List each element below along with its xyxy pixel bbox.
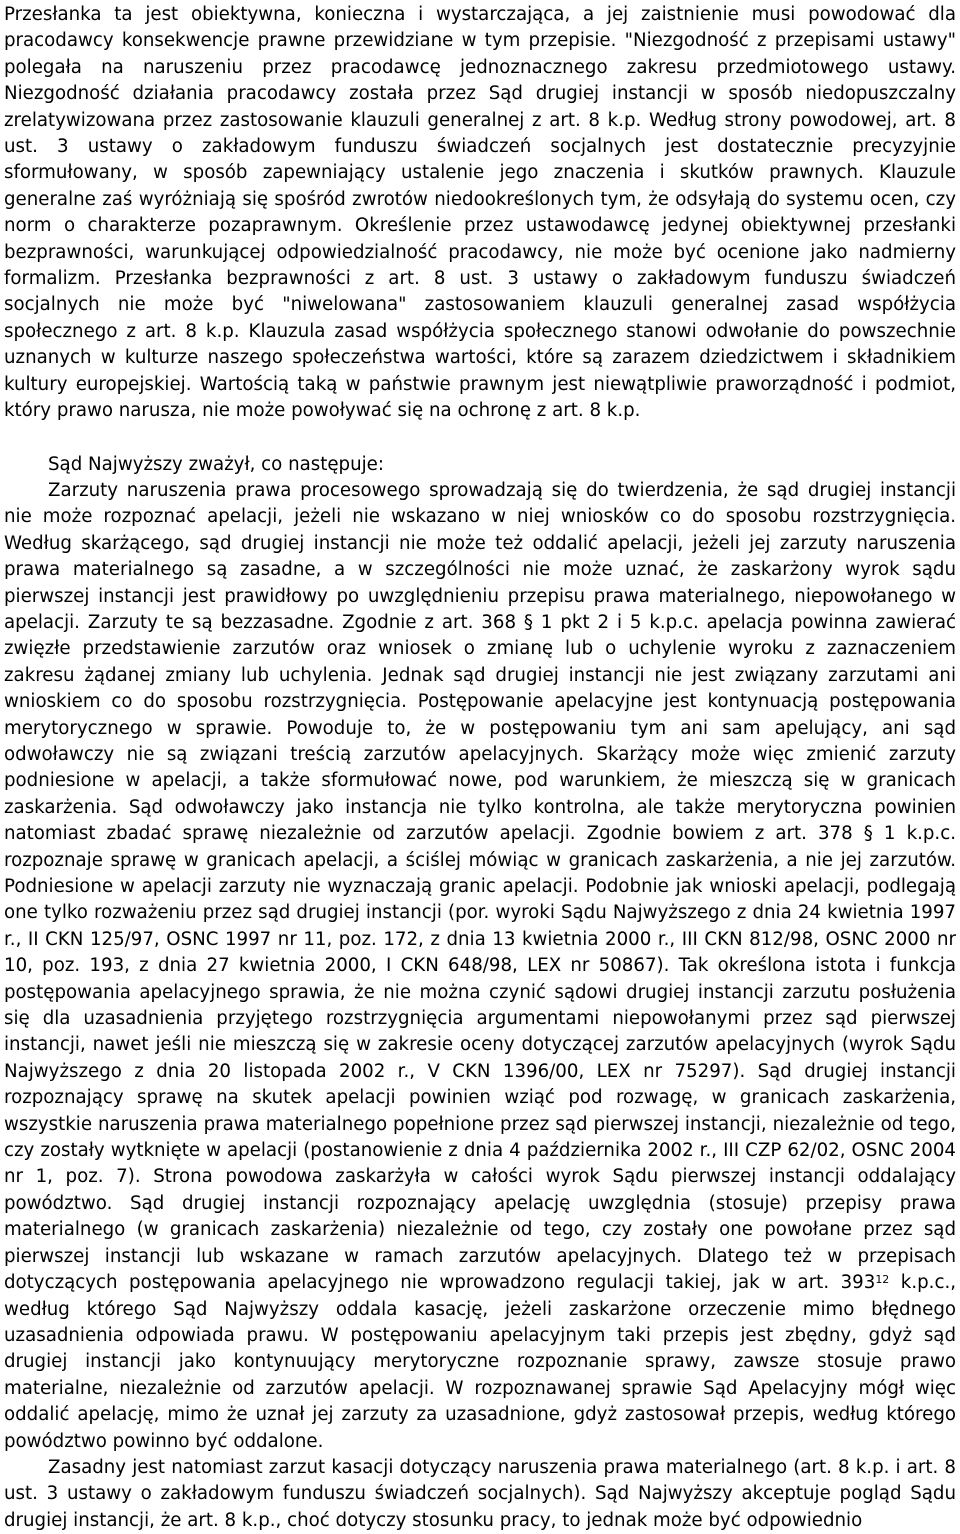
article-superscript: 12 bbox=[875, 1272, 890, 1286]
paragraph-reasoning-text: Zarzuty naruszenia prawa procesowego sprowadzają się do twierdzenia, że sąd drugiej instancji nie może rozpoznać apelacji, jeżeli nie wskazano w niej wniosków co do sposobu rozstrzygnięcia. Według skarżącego, sąd drugiej instancji nie może też oddalić apelacji, jeżeli jej zarzuty naruszenia prawa materialnego są zasadne, a w szczególności nie może uznać, że zaskarżony wyrok sądu pierwszej instancji jest prawidłowy po uwzględnieniu przepisu prawa materialnego, niepowołanego w apelacji. Zarzuty te są bezzasadne. Zgodnie z art. 368 § 1 pkt 2 i 5 k.p.c. apelacja powinna zawierać zwięzłe przedstawienie zarzutów oraz wniosek o zmianę lub o uchylenie wyroku z zaznaczeniem zakresu żądanej zmiany lub uchylenia. Jednak sąd drugiej instancji nie jest związany zarzutami ani wnioskiem co do sposobu rozstrzygnięcia. Postępowanie apelacyjne jest kontynuacją postępowania merytorycznego w sprawie. Powoduje to, że w postępowaniu tym ani sam apelujący, ani sąd odwoławczy nie są związani treścią zarzutów apelacyjnych. Skarżący może więc zmienić zarzuty podniesione w apelacji, a także sformułować nowe, pod warunkiem, że mieszczą się w granicach zaskarżenia. Sąd odwoławczy jako instancja nie tylko kontrolna, ale także merytoryczna powinien natomiast zbadać sprawę niezależnie od zarzutów apelacji. Zgodnie bowiem z art. 378 § 1 k.p.c. rozpoznaje sprawę w granicach apelacji, a ściślej mówiąc w granicach zaskarżenia, a nie jej zarzutów. Podniesione w apelacji zarzuty nie wyznaczają granic apelacji. Podobnie jak wnioski apelacji, podlegają one tylko rozważeniu przez sąd drugiej instancji (por. wyroki Sądu Najwyższego z dnia 24 kwietnia 1997 r., II CKN 125/97, OSNC 1997 nr 11, poz. 172, z dnia 13 kwietnia 2000 r., III CKN 812/98, OSNC 2000 nr 10, poz. 193, z dnia 27 kwietnia 2000, I CKN 648/98, LEX nr 50867). Tak określona istota i funkcja postępowania apelacyjnego sprawia, że nie można czynić sądowi drugiej instancji zarzutu posłużenia się dla uzasadnienia przyjętego rozstrzygnięcia argumentami niepowołanymi przez sąd pierwszej instancji, nawet jeśli nie mieszczą się w zakresie oceny dotyczącej zarzutów apelacyjnych (wyrok Sądu Najwyższego z dnia 20 listopada 2002 r., V CKN 1396/00, LEX nr 75297). Sąd drugiej instancji rozpoznający sprawę na skutek apelacji powinien wziąć pod rozwagę, w granicach zaskarżenia, wszystkie naruszenia prawa materialnego popełnione przez sąd pierwszej instancji, niezależnie od tego, czy zostały wytknięte w apelacji (postanowienie z dnia 4 października 2002 r., III CZP 62/02, OSNC 2004 nr 1, poz. 7). Strona powodowa zaskarżyła w całości wyrok Sądu pierwszej instancji oddalający powództwo. Sąd drugiej instancji rozpoznający apelację uwzględnia (stosuje) przepisy prawa materialnego (w granicach zaskarżenia) niezależnie od tego, czy zostały one powołane przez sąd pierwszej instancji lub wskazane w ramach zarzutów apelacyjnych. Dlatego też w przepisach dotyczących postępowania apelacyjnego nie wprowadzono regulacji takiej, jak w art. 393 bbox=[4, 479, 956, 1294]
paragraph-intro: Przesłanka ta jest obiektywna, konieczna i wystarczająca, a jej zaistnienie musi powodować dla pracodawcy konsekwencje prawne przewidziane w tym przepisie. "Niezgodność z przepisami ustawy" polegała na naruszeniu przez pracodawcę jednoznacznego zakresu przedmiotowego ustawy. Niezgodność działania pracodawcy została przez Sąd drugiej instancji w sposób niedopuszczalny zrelatywizowana przez zastosowanie klauzuli generalnej z art. 8 k.p. Według strony powodowej, art. 8 ust. 3 ustawy o zakładowym funduszu świadczeń socjalnych jest dostatecznie precyzyjnie sformułowany, w sposób zapewniający ustalenie jego znaczenia i skutków prawnych. Klauzule generalne zaś wyróżniają się spośród zwrotów niedookreślonych tym, że odsyłają do systemu ocen, czy norm o charakterze pozaprawnym. Określenie przez ustawodawcę jedynej obiektywnej przesłanki bezprawności, warunkującej odpowiedzialność pracodawcy, nie może być ocenione jako nadmierny formalizm. Przesłanka bezprawności z art. 8 ust. 3 ustawy o zakładowym funduszu świadczeń socjalnych nie może być "niwelowana" zastosowaniem klauzuli generalnej zasad współżycia społecznego z art. 8 k.p. Klauzula zasad współżycia społecznego stanowi odwołanie do powszechnie uznanych w kulturze naszego społeczeństwa wartości, które są zarazem dziedzictwem i składnikiem kultury europejskiej. Wartością taką w państwie prawnym jest niewątpliwie praworządność i podmiot, który prawo narusza, nie może powoływać się na ochronę z art. 8 k.p. bbox=[4, 4, 956, 422]
paragraph-gap bbox=[4, 425, 956, 452]
paragraph-reasoning bbox=[4, 478, 956, 1455]
section-heading: Sąd Najwyższy zważył, co następuje: bbox=[48, 453, 384, 475]
paragraph-reasoning-continuation: k.p.c., według którego Sąd Najwyższy oddala kasację, jeżeli zaskarżone orzeczenie mimo błędnego uzasadnienia odpowiada prawu. W postępowaniu apelacyjnym taki przepis jest zbędny, gdyż sąd drugiej instancji jako kontynuujący merytoryczne rozpoznanie sprawy, zawsze stosuje prawo materialne, niezależnie od zarzutów apelacji. W rozpoznawanej sprawie Sąd Apelacyjny mógł więc oddalić apelację, mimo że uznał jej zarzuty za uzasadnione, gdyż zastosował przepis, według którego powództwo powinno być oddalone. bbox=[4, 1272, 957, 1452]
paragraph-cassation: Zasadny jest natomiast zarzut kasacji dotyczący naruszenia prawa materialnego (art. 8 k.p. i art. 8 ust. 3 ustawy o zakładowym funduszu świadczeń socjalnych). Sąd Najwyższy akceptuje pogląd Sądu drugiej instancji, że art. 8 k.p., choć dotyczy stosunku pracy, to jednak może być odpowiednio bbox=[4, 1456, 956, 1531]
